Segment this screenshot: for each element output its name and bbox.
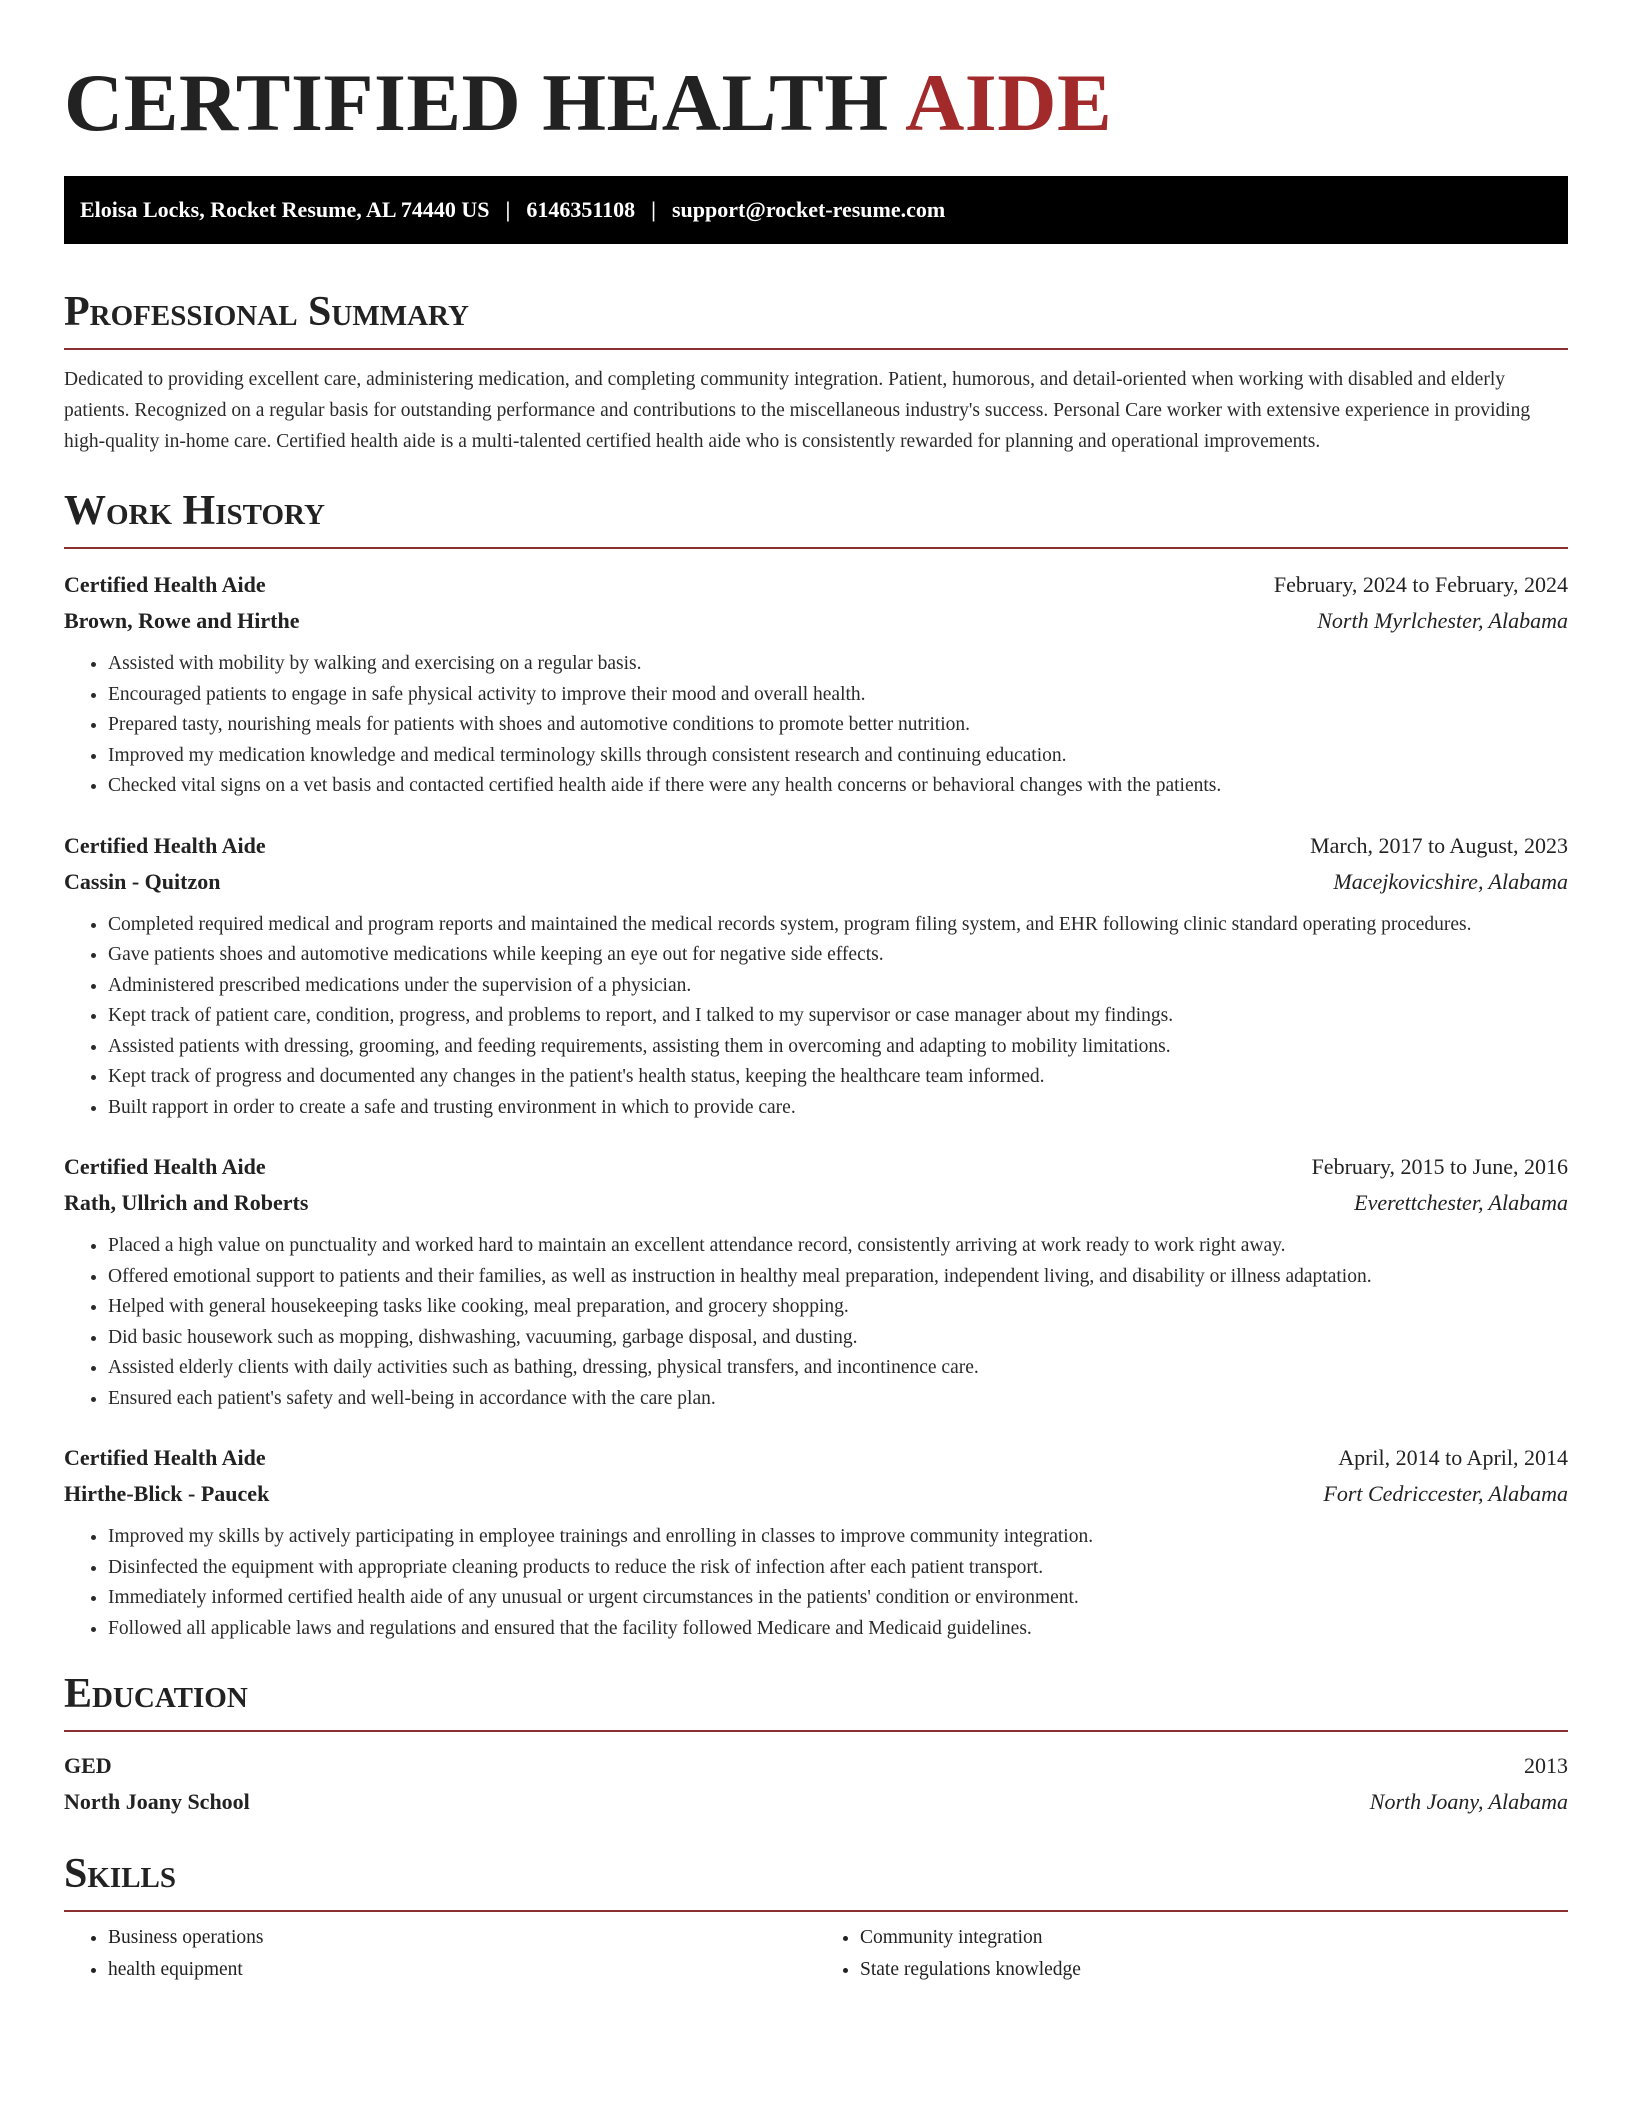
job-dates: April, 2014 to April, 2014: [1338, 1445, 1568, 1470]
job-location: North Myrlchester, Alabama: [1317, 608, 1568, 633]
job-bullet: • Ensured each patient's safety and well-being in accordance with the care plan.: [108, 1384, 1568, 1415]
job-dates: February, 2024 to February, 2024: [1273, 572, 1568, 597]
skills-grid: [64, 1912, 1568, 1985]
resume-title: [64, 0, 1568, 176]
job-bullet: • Disinfected the equipment with appropriate cleaning products to reduce the risk of infection after each patient transport.: [108, 1553, 1568, 1584]
job-bullet: • Built rapport in order to create a safe and trusting environment in which to provide care.: [108, 1093, 1568, 1124]
education-degree: GED: [64, 1753, 112, 1778]
job-title: Certified Health Aide: [64, 832, 266, 858]
job-bullet: • Assisted patients with dressing, grooming, and feeding requirements, assisting them in overcoming and adapting to mobility limitations.: [108, 1032, 1568, 1063]
title-accent: AIDE: [905, 57, 1113, 148]
job-bullet-list: [64, 1231, 1568, 1414]
skill-item: • health equipment: [108, 1954, 816, 1986]
job-dates: February, 2015 to June, 2016: [1311, 1154, 1568, 1179]
job-bullet: • Offered emotional support to patients and their families, as well as instruction in healthy meal preparation, independent living, and disability or illness adaptation.: [108, 1262, 1568, 1293]
summary-section: [64, 288, 1568, 457]
job-bullet-list: [64, 649, 1568, 802]
skills-list-left: [64, 1922, 816, 1985]
job-bullet: • Kept track of patient care, condition, progress, and problems to report, and I talked to my supervisor or case manager about my findings.: [108, 1001, 1568, 1032]
contact-separator: |: [505, 197, 511, 222]
skill-item: • Business operations: [108, 1922, 816, 1954]
education-section: [64, 1670, 1568, 1820]
job-company: Hirthe-Blick - Paucek: [64, 1481, 270, 1506]
job-title: Certified Health Aide: [64, 572, 266, 597]
job-bullet: • Gave patients shoes and automotive medications while keeping an eye out for negative side effects.: [108, 940, 1568, 971]
job-entry: [64, 828, 1568, 1124]
skills-list-right: [816, 1922, 1568, 1985]
section-heading-work-history: Work History: [64, 487, 1568, 549]
contact-separator: |: [651, 197, 656, 222]
skills-section: [64, 1850, 1568, 1985]
work-history-section: [64, 487, 1568, 1644]
job-bullet-list: [64, 1522, 1568, 1644]
contact-address: Eloisa Locks, Rocket Resume, AL 74440 US: [80, 197, 490, 222]
title-main: CERTIFIED HEALTH: [64, 57, 889, 148]
job-entry: [64, 1149, 1568, 1414]
education-location: North Joany, Alabama: [1369, 1789, 1568, 1814]
job-bullet: • Assisted elderly clients with daily activities such as bathing, dressing, physical transfers, and incontinence care.: [108, 1353, 1568, 1384]
contact-bar: [64, 176, 1568, 244]
job-bullet: • Followed all applicable laws and regulations and ensured that the facility followed Medicare and Medicaid guidelines.: [108, 1614, 1568, 1645]
job-bullet: • Encouraged patients to engage in safe physical activity to improve their mood and overall health.: [108, 680, 1568, 711]
job-title: Certified Health Aide: [64, 1445, 266, 1470]
job-company: Cassin - Quitzon: [64, 868, 221, 894]
job-title: Certified Health Aide: [64, 1154, 266, 1179]
job-bullet: • Kept track of progress and documented any changes in the patient's health status, keeping the healthcare team informed.: [108, 1062, 1568, 1093]
skill-item: • State regulations knowledge: [860, 1954, 1568, 1986]
job-bullet: • Prepared tasty, nourishing meals for patients with shoes and automotive conditions to promote better nutrition.: [108, 710, 1568, 741]
job-bullet: • Helped with general housekeeping tasks like cooking, meal preparation, and grocery shopping.: [108, 1292, 1568, 1323]
job-bullet: • Did basic housework such as mopping, dishwashing, vacuuming, garbage disposal, and dusting.: [108, 1323, 1568, 1354]
job-entry: [64, 567, 1568, 802]
contact-email: support@rocket-resume.com: [672, 197, 946, 222]
job-bullet: • Improved my medication knowledge and medical terminology skills through consistent research and continuing education.: [108, 741, 1568, 772]
job-bullet: • Completed required medical and program reports and maintained the medical records system, program filing system, and EHR following clinic standard operating procedures.: [108, 910, 1568, 941]
section-heading-summary: Professional Summary: [64, 288, 1568, 350]
job-bullet: • Placed a high value on punctuality and worked hard to maintain an excellent attendance record, consistently arriving at work ready to work right away.: [108, 1231, 1568, 1262]
job-bullet-list: [64, 910, 1568, 1124]
job-bullet: • Improved my skills by actively participating in employee trainings and enrolling in classes to improve community integration.: [108, 1522, 1568, 1553]
job-entry: [64, 1440, 1568, 1644]
job-location: Everettchester, Alabama: [1354, 1190, 1568, 1215]
job-company: Rath, Ullrich and Roberts: [64, 1190, 309, 1215]
job-bullet: • Assisted with mobility by walking and exercising on a regular basis.: [108, 649, 1568, 680]
job-bullet: • Immediately informed certified health aide of any unusual or urgent circumstances in the patients' condition or environment.: [108, 1583, 1568, 1614]
job-company: Brown, Rowe and Hirthe: [64, 608, 300, 633]
summary-text: Dedicated to providing excellent care, administering medication, and completing community integration. Patient, humorous, and detail-oriented when working with disabled and elderly patients. Recognized on a regular basis for outstanding performance and contributions to the miscellaneous industry's success. Personal Care worker with extensive experience in providing high-quality in-home care. Certified health aide is a multi-talented certified health aide who is consistently rewarded for planning and operational improvements.: [64, 369, 1531, 452]
education-school: North Joany School: [64, 1789, 250, 1814]
job-dates: March, 2017 to August, 2023: [1310, 832, 1568, 858]
section-heading-education: Education: [64, 1670, 1568, 1732]
education-year: 2013: [1524, 1753, 1568, 1778]
job-bullet: • Administered prescribed medications under the supervision of a physician.: [108, 971, 1568, 1002]
section-heading-skills: Skills: [64, 1850, 1568, 1912]
skill-item: • Community integration: [860, 1922, 1568, 1954]
contact-phone: 6146351108: [526, 197, 636, 222]
job-bullet: • Checked vital signs on a vet basis and contacted certified health aide if there were any health concerns or behavioral changes with the patients.: [108, 771, 1568, 802]
job-location: Fort Cedriccester, Alabama: [1323, 1481, 1568, 1506]
job-location: Macejkovicshire, Alabama: [1333, 868, 1568, 894]
